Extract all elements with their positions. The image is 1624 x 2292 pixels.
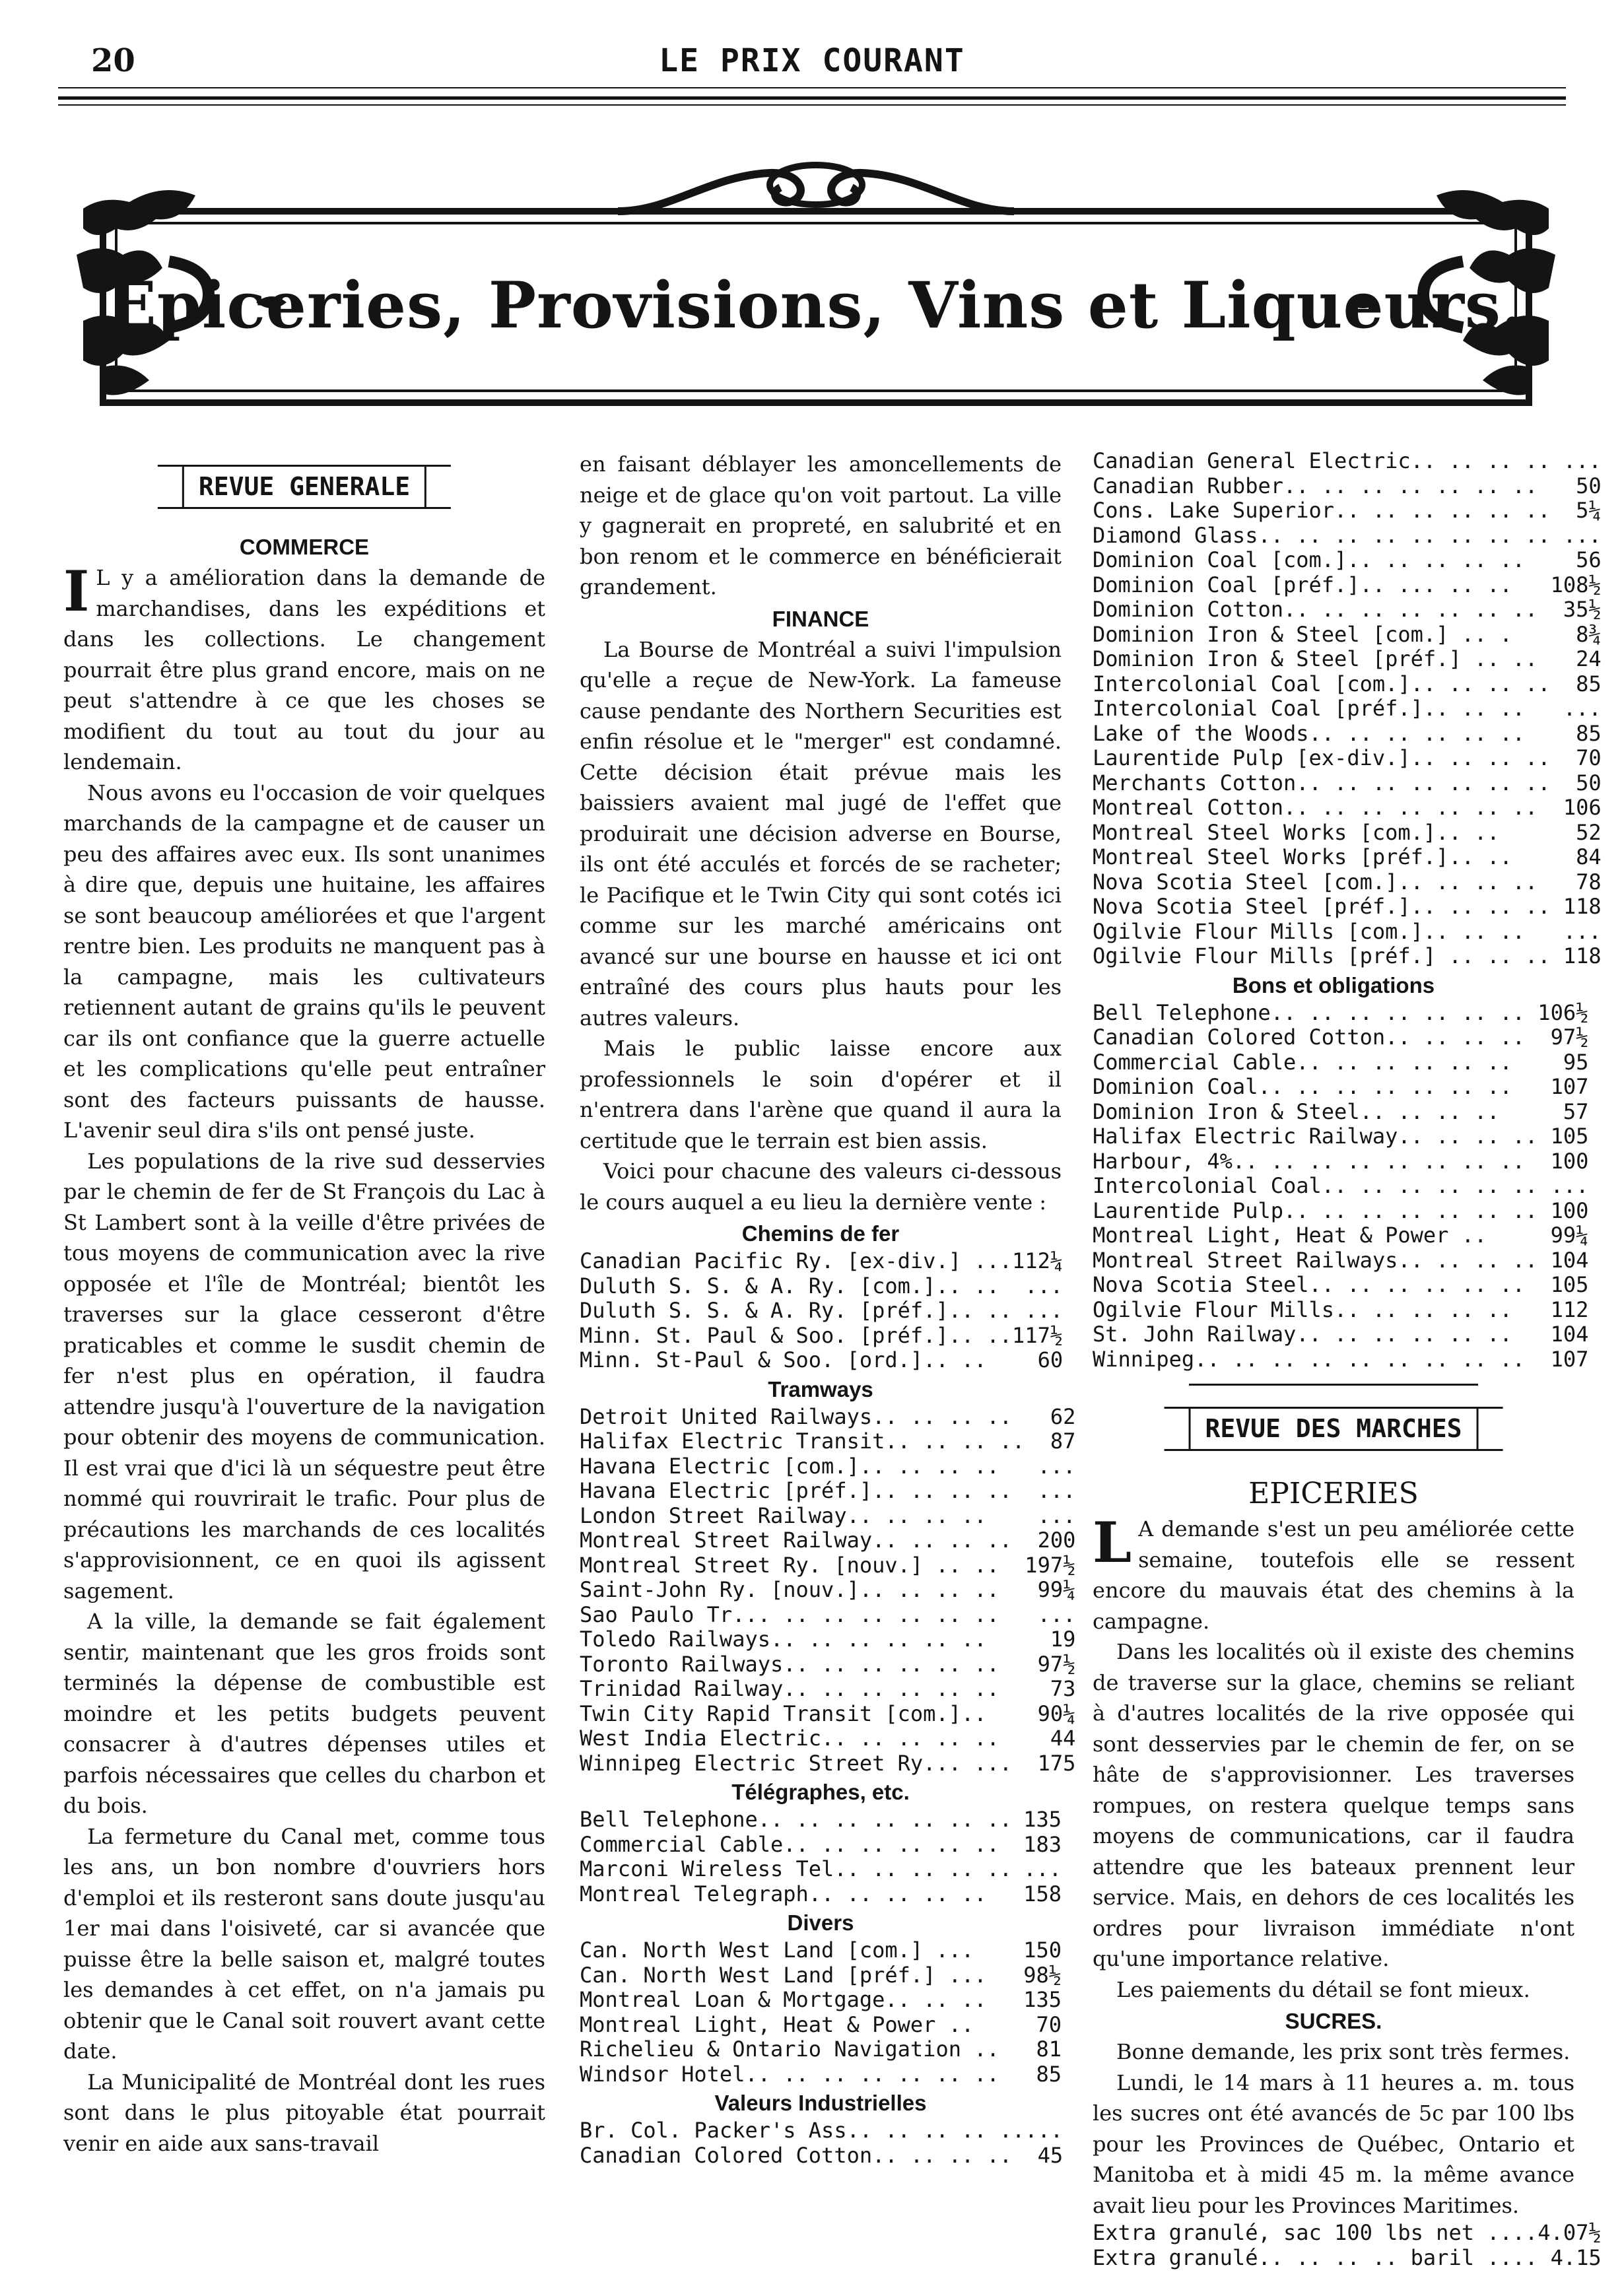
security-name: Dominion Coal.. .. .. .. .. .. ..: [1093, 1074, 1512, 1099]
quote-price: ...: [1025, 2118, 1064, 2143]
quote-price: 108½: [1550, 572, 1602, 597]
quote-row: [1093, 870, 1602, 895]
quote-row: [1093, 1298, 1588, 1323]
quote-price: 135: [1023, 1987, 1062, 2012]
quote-row: [1093, 672, 1602, 697]
quote-price: 50: [1576, 473, 1602, 498]
security-name: Canadian Colored Cotton.. .. .. ..: [580, 2142, 1013, 2168]
security-name: Saint-John Ry. [nouv.].. .. .. ..: [580, 1577, 999, 1602]
drop-cap-l: L: [1093, 1510, 1132, 1575]
quote-price: ...: [1025, 1298, 1064, 1323]
security-name: Ogilvie Flour Mills.. .. .. .. ..: [1093, 1297, 1512, 1322]
quote-price: 197½: [1025, 1552, 1076, 1578]
quote-row: [580, 1578, 1075, 1603]
quote-price: 100: [1550, 1148, 1589, 1174]
journal-title: LE PRIX COURANT: [659, 42, 965, 79]
section-banner: [77, 156, 1555, 409]
quote-price: 81: [1036, 2037, 1062, 2062]
security-name: Toronto Railways.. .. .. .. .. ..: [580, 1651, 999, 1677]
quote-price: ...: [1563, 522, 1602, 548]
quote-price: 85: [1576, 671, 1602, 696]
quote-price: 100: [1550, 1197, 1589, 1223]
quote-row: [580, 1405, 1075, 1430]
industrial-quotes-table: [1093, 449, 1602, 969]
quote-row: [1093, 746, 1602, 771]
quote-price: 135: [1023, 1807, 1062, 1832]
security-name: Cons. Lake Superior.. .. .. .. .. ..: [1093, 498, 1551, 523]
quote-group-table: [580, 1938, 1062, 2087]
quote-price: ...: [1037, 1502, 1076, 1528]
quote-price: 200: [1037, 1528, 1076, 1553]
quote-price: 5¼: [1576, 498, 1602, 523]
quote-group-table: [580, 2118, 1063, 2168]
quote-price: 107: [1550, 1346, 1589, 1372]
finance-heading: FINANCE: [772, 606, 869, 631]
quote-row: [1093, 696, 1602, 722]
security-name: Havana Electric [préf.].. .. .. ..: [580, 1478, 1013, 1503]
quote-price: 99¼: [1037, 1577, 1076, 1602]
quote-row: [1093, 1223, 1588, 1248]
section-divider: [1189, 1384, 1478, 1386]
finance-paragraph-2: Mais le public laisse encore aux professionnels le soin d'opérer et il n'entrera dans l'arène que quand il aura la certitude que le terrain est bien assis.: [580, 1036, 1062, 1153]
quote-group-heading: Chemins de fer: [741, 1221, 900, 1246]
quote-row: [580, 1857, 1062, 1882]
epiceries-paragraph-text: A demande s'est un peu améliorée cette semaine, toutefois elle se ressent encore du mauvais état des chemins à la campagne.: [1093, 1516, 1574, 1634]
column-finance: [580, 449, 1076, 2168]
finance-paragraph-1: La Bourse de Montréal a suivi l'impulsion qu'elle a reçue de New-York. La fameuse cause pendante des Northern Securities est enfin résolue et le "merger" est condamné. Cette décision était prévue mais les baissiers avaient mal jugé de l'effet que produirait une décision adverse en Bourse, ils ont été acculés et forcés de se racheter; le Pacifique et le Twin City qui sont cotés ici comme sur les marché américains ont avancé sur une bourse en hausse et ici ont entraîné des cours plus hauts pour les autres valeurs.: [580, 636, 1062, 1030]
quote-price: 44: [1050, 1726, 1076, 1751]
quote-row: [1093, 944, 1602, 969]
quote-price: 84: [1576, 844, 1602, 869]
security-name: Ogilvie Flour Mills [préf.] .. .. ..: [1093, 943, 1551, 968]
bonds-quotes-table: [1093, 1001, 1588, 1372]
quote-group-heading: Tramways: [768, 1376, 873, 1401]
quote-row: [580, 2062, 1062, 2087]
finance-paragraph-3: Voici pour chacune des valeurs ci-dessous le cours auquel a eu lieu la dernière vente :: [580, 1159, 1062, 1215]
quote-row: [1093, 2246, 1602, 2271]
quote-price: ...: [1037, 1453, 1076, 1479]
quote-row: [1093, 771, 1602, 796]
bonds-heading: Bons et obligations: [1232, 972, 1435, 997]
security-name: Montreal Street Ry. [nouv.] .. ..: [580, 1552, 999, 1578]
security-name: Diamond Glass.. .. .. .. .. .. .. ..: [1093, 522, 1551, 548]
quote-price: 87: [1050, 1429, 1076, 1454]
security-name: Dominion Iron & Steel [préf.] .. ..: [1093, 646, 1538, 671]
quote-row: [580, 1429, 1075, 1454]
security-name: Sao Paulo Tr... .. .. .. .. .. ..: [580, 1601, 999, 1627]
quote-row: [580, 2118, 1063, 2143]
quote-row: [1093, 548, 1602, 573]
quote-group-heading: Divers: [787, 1910, 854, 1935]
quote-price: ...: [1563, 448, 1602, 473]
quote-price: 78: [1576, 869, 1602, 894]
security-name: Montreal Steel Works [com.].. ..: [1093, 819, 1500, 845]
header-rule-double: [58, 96, 1566, 100]
quote-price: 45: [1037, 2142, 1064, 2168]
quote-price: 105: [1550, 1272, 1589, 1297]
commerce-paragraph-6: La Municipalité de Montréal dont les rues sont dans le plus pitoyable état pourrait venir en aide aux sans-travail: [63, 2069, 545, 2156]
security-name: Nova Scotia Steel [com.].. .. .. ..: [1093, 869, 1538, 894]
quote-price: 70: [1036, 2011, 1062, 2037]
security-name: Minn. St. Paul & Soo. [préf.].. ..: [580, 1322, 1013, 1348]
quote-row: [580, 1298, 1063, 1324]
quote-price: 107: [1550, 1074, 1589, 1099]
drop-cap: I: [63, 558, 90, 624]
quote-price: 24: [1576, 646, 1602, 671]
header-rule-thin: [58, 104, 1566, 106]
quote-row: [1093, 1050, 1588, 1075]
security-name: Montreal Street Railway.. .. .. ..: [580, 1528, 1013, 1553]
security-name: Lake of the Woods.. .. .. .. .. ..: [1093, 720, 1526, 746]
security-name: Detroit United Railways.. .. .. ..: [580, 1403, 1013, 1429]
quote-row: [1093, 474, 1602, 499]
security-name: Dominion Iron & Steel.. .. .. ..: [1093, 1098, 1500, 1124]
security-name: Laurentide Pulp [ex-div.].. .. .. ..: [1093, 745, 1551, 770]
quote-price: 57: [1563, 1098, 1589, 1124]
quote-row: [1093, 1174, 1588, 1199]
quote-price: 118: [1563, 943, 1602, 968]
security-name: Duluth S. S. & A. Ry. [com.].. ..: [580, 1273, 999, 1298]
security-name: Can. North West Land [préf.] ...: [580, 1962, 987, 1988]
quote-row: [1093, 1124, 1588, 1149]
quote-price: ...: [1023, 1856, 1062, 1881]
quote-price: 104: [1550, 1322, 1589, 1347]
commerce-paragraph-2: Nous avons eu l'occasion de voir quelques marchands de la campagne et de causer un peu des affaires avec eux. Ils sont unanimes à dire que, depuis une huitaine, les affaires se sont beaucoup améliorées et que l'argent rentre bien. Les produits ne manquent pas à la campagne, mais les cultivateurs retiennent autant de grains qu'ils le peuvent car ils ont confiance que la guerre actuelle et les complications qu'elle peut entraîner sont des facteurs puissants de hausse. L'avenir seul dira s'ils ont pensé juste.: [63, 780, 545, 1143]
quote-price: 95: [1563, 1049, 1589, 1075]
quote-row: [1093, 1149, 1588, 1174]
security-name: Montreal Light, Heat & Power ..: [580, 2011, 974, 2037]
quote-price: 70: [1576, 745, 1602, 770]
quote-row: [580, 1726, 1075, 1751]
quote-row: [580, 1652, 1075, 1677]
security-name: Halifax Electric Railway.. .. .. ..: [1093, 1124, 1538, 1149]
quote-price: 50: [1576, 770, 1602, 795]
quote-price: 8¾: [1576, 621, 1602, 647]
quote-row: [1093, 1025, 1588, 1050]
security-name: Montreal Steel Works [préf.].. ..: [1093, 844, 1512, 869]
quote-row: [1093, 1248, 1588, 1273]
quote-row: [1093, 449, 1602, 474]
security-name: Windsor Hotel.. .. .. .. .. .. ..: [580, 2061, 999, 2087]
revue-des-marches-title: REVUE DES MARCHES: [1189, 1407, 1479, 1451]
quote-row: [1093, 523, 1602, 549]
quote-price: 52: [1576, 819, 1602, 845]
security-name: Bell Telephone.. .. .. .. .. .. ..: [1093, 999, 1526, 1025]
quote-row: [1093, 1075, 1588, 1100]
quote-row: [1093, 920, 1602, 945]
security-name: Montreal Loan & Mortgage.. .. ..: [580, 1987, 987, 2012]
quote-row: [580, 1627, 1075, 1652]
security-name: Br. Col. Packer's Ass.. .. .. .. ..: [580, 2118, 1025, 2143]
quote-price: ...: [1025, 1273, 1064, 1298]
security-name: London Street Railway.. .. .. ..: [580, 1502, 987, 1528]
security-name: Winnipeg.. .. .. .. .. .. .. .. ..: [1093, 1346, 1526, 1372]
quote-price: 90¼: [1037, 1701, 1076, 1726]
quote-price: 150: [1023, 1938, 1062, 1963]
security-name: Harbour, 4%.. .. .. .. .. .. .. ..: [1093, 1148, 1526, 1174]
security-name: Nova Scotia Steel.. .. .. .. .. ..: [1093, 1272, 1526, 1297]
security-name: Intercolonial Coal.. .. .. .. .. ..: [1093, 1173, 1538, 1198]
security-name: Extra granulé, sac 100 lbs net ....: [1093, 2220, 1538, 2245]
quote-price: 98½: [1023, 1962, 1062, 1988]
quote-group-table: [580, 1405, 1075, 1776]
quote-price: 105: [1550, 1124, 1589, 1149]
sugar-prices-table: [1093, 2221, 1602, 2270]
quote-price: ...: [1037, 1601, 1076, 1627]
commerce-paragraph-text: L y a amélioration dans la demande de marchandises, dans les expéditions et dans les collections. Le changement pourrait être plus grand encore, mais on ne peut s'attendre à ce que les choses se modifient du tout au tout du jour au lendemain.: [63, 565, 545, 774]
quote-row: [580, 1348, 1063, 1373]
quote-row: [580, 2037, 1062, 2062]
security-name: Marconi Wireless Tel.. .. .. .. ..: [580, 1856, 1013, 1881]
commerce-heading: COMMERCE: [239, 535, 370, 559]
quote-row: [580, 1988, 1062, 2013]
quote-row: [580, 1324, 1063, 1349]
commerce-paragraph-5: La fermeture du Canal met, comme tous les ans, un bon nombre d'ouvriers hors d'emploi et ils resteront sans doute jusqu'au 1er mai dans l'oisiveté, car si avancée que puisse être la belle saison et, malgré toutes les demandes à cet effet, on n'a jamais pu obtenir que le Canal soit rouvert avant cette date.: [63, 1823, 545, 2064]
quote-row: [580, 1479, 1075, 1504]
quote-row: [1093, 1347, 1588, 1372]
quote-group-heading: Valeurs Industrielles: [714, 2091, 927, 2115]
quote-row: [1093, 845, 1602, 870]
quote-row: [1093, 597, 1602, 623]
quote-price: 104: [1550, 1247, 1589, 1273]
quote-row: [1093, 573, 1602, 598]
security-name: Intercolonial Coal [préf.].. .. ..: [1093, 696, 1526, 721]
quote-price: 117½: [1012, 1322, 1064, 1348]
epiceries-heading: EPICERIES: [1248, 1477, 1419, 1510]
security-name: Commercial Cable.. .. .. .. .. ..: [1093, 1049, 1512, 1075]
quote-row: [580, 1702, 1075, 1727]
quote-row: [1093, 821, 1602, 846]
quote-price: 106: [1563, 795, 1602, 820]
quote-price: 35½: [1563, 597, 1602, 622]
quote-row: [1093, 795, 1602, 821]
security-name: Dominion Coal [com.].. .. .. .. ..: [1093, 547, 1526, 572]
security-name: Ogilvie Flour Mills [com.].. .. ..: [1093, 918, 1526, 944]
quote-group-heading: Télégraphes, etc.: [731, 1780, 910, 1804]
commerce-paragraph-4: A la ville, la demande se fait également sentir, maintenant que les gros froids sont terminés la dépense de combustible est moindre et les petits budgets peuvent consacrer à d'autres dépenses utiles et parfois nécessaires que celles du charbon et du bois.: [63, 1609, 545, 1818]
commerce-paragraph-3: Les populations de la rive sud desservies par le chemin de fer de St François du Lac à St Lambert sont à la veille d'être privées de tous moyens de communication avec la rive opposée et l'île de Montréal; bientôt les traverses sur la glace cesseront d'être praticables et comme le susdit chemin de fer n'est plus en opération, il faudra attendre jusqu'à l'ouverture de la navigation pour obtenir des moyens de communication. Il est vrai que d'ici là un séquestre peut être nommé qui rouvrirait le trafic. Pour plus de précautions les marchands de ces localités s'approvisionnent, ce en quoi ils agissent sagement.: [63, 1148, 545, 1603]
quote-row: [1093, 2221, 1602, 2246]
quote-row: [580, 1603, 1075, 1628]
sucres-heading: SUCRES.: [1285, 2009, 1382, 2033]
column-revue-generale: [63, 449, 545, 2159]
revue-generale-header: [63, 452, 545, 524]
quote-row: [580, 1553, 1075, 1578]
security-name: Winnipeg Electric Street Ry... ...: [580, 1750, 1013, 1776]
security-name: Twin City Rapid Transit [com.]..: [580, 1701, 987, 1726]
security-name: Merchants Cotton.. .. .. .. .. .. ..: [1093, 770, 1551, 795]
quote-row: [1093, 647, 1602, 672]
quote-price: 85: [1036, 2061, 1062, 2087]
quote-price: 97½: [1037, 1651, 1076, 1677]
quote-price: 158: [1023, 1881, 1062, 1906]
security-name: Dominion Cotton.. .. .. .. .. .. ..: [1093, 597, 1538, 622]
security-name: Havana Electric [com.].. .. .. ..: [580, 1453, 999, 1479]
quote-price: 73: [1050, 1676, 1076, 1701]
quote-price: 112: [1550, 1297, 1589, 1322]
quote-price: 85: [1576, 720, 1602, 746]
quote-row: [580, 1528, 1075, 1553]
security-name: Canadian Colored Cotton.. .. .. ..: [1093, 1025, 1526, 1050]
quote-price: 99¼: [1550, 1223, 1589, 1248]
quote-price: 4.07½: [1538, 2220, 1602, 2245]
security-name: Trinidad Railway.. .. .. .. .. ..: [580, 1676, 999, 1701]
security-name: Dominion Iron & Steel [com.] .. .: [1093, 621, 1512, 647]
quote-price: ...: [1563, 918, 1602, 944]
security-name: Halifax Electric Transit.. .. .. ..: [580, 1429, 1025, 1454]
security-name: St. John Railway.. .. .. .. .. ..: [1093, 1322, 1512, 1347]
security-name: Extra granulé.. .. .. .. baril ....: [1093, 2244, 1538, 2270]
security-name: Canadian Rubber.. .. .. .. .. .. ..: [1093, 473, 1538, 498]
quote-row: [580, 1249, 1063, 1274]
epiceries-paragraph-2: Dans les localités où il existe des chemins de traverse sur la glace, chemins se reliant à d'autres localités de la rive opposée qui sont desservies par le chemin de fer, on se hâte de s'approvisionner. Les traverses rompues, on restera quelque temps sans moyens de communications, car il faudra attendre que les bateaux prennent leur service. Mais, en dehors de ces localités les ordres pour livraison immédiate n'ont qu'une importance relative.: [1093, 1639, 1574, 1971]
security-name: Laurentide Pulp.. .. .. .. .. .. ..: [1093, 1197, 1538, 1223]
quote-price: 19: [1050, 1627, 1076, 1652]
sucres-paragraph-1: Bonne demande, les prix sont très fermes.: [1116, 2039, 1571, 2064]
quote-row: [580, 2143, 1063, 2169]
security-name: Canadian General Electric.. .. .. ..: [1093, 448, 1551, 473]
revue-des-marches-header: [1093, 1394, 1574, 1466]
page-number: 20: [91, 42, 135, 79]
banner-title: Epiceries, Provisions, Vins et Liqueurs.: [108, 268, 1524, 343]
quote-row: [580, 1504, 1075, 1529]
commerce-paragraph-1: [63, 558, 545, 778]
security-name: Toledo Railways.. .. .. .. .. ..: [580, 1627, 987, 1652]
quote-price: 60: [1037, 1347, 1064, 1372]
security-name: Nova Scotia Steel [préf.].. .. .. ..: [1093, 894, 1551, 919]
security-name: Montreal Light, Heat & Power ..: [1093, 1223, 1487, 1248]
quote-row: [1093, 1100, 1588, 1125]
quote-group-table: [580, 1807, 1062, 1906]
quote-price: 56: [1576, 547, 1602, 572]
sucres-paragraph-2: Lundi, le 14 mars à 11 heures a. m. tous les sucres ont été avancés de 5c par 100 lbs pour les Provinces de Québec, Ontario et Manitoba et à midi 45 m. la même avance avait lieu pour les Provinces Maritimes.: [1093, 2070, 1574, 2218]
security-name: Bell Telephone.. .. .. .. .. .. ..: [580, 1807, 1013, 1832]
quote-price: ...: [1550, 1173, 1589, 1198]
quote-row: [580, 1807, 1062, 1833]
quote-row: [1093, 1001, 1588, 1026]
security-name: West India Electric.. .. .. .. ..: [580, 1726, 999, 1751]
quote-price: 62: [1050, 1403, 1076, 1429]
quote-row: [580, 1677, 1075, 1702]
quote-row: [1093, 1322, 1588, 1347]
quote-price: 4.15: [1550, 2244, 1602, 2270]
quote-row: [1093, 722, 1602, 747]
quote-row: [1093, 623, 1602, 648]
quote-row: [580, 1938, 1062, 1963]
quote-price: 97½: [1550, 1025, 1589, 1050]
epiceries-paragraph-3: Les paiements du détail se font mieux.: [1116, 1976, 1530, 2002]
quote-row: [580, 1751, 1075, 1776]
revue-generale-title: REVUE GENERALE: [182, 465, 426, 509]
stock-quote-groups: [580, 1220, 1076, 2168]
epiceries-paragraph-1: [1093, 1510, 1574, 1636]
quote-row: [580, 1963, 1062, 1988]
quote-row: [580, 2013, 1062, 2038]
continued-paragraph: en faisant déblayer les amoncellements de neige et de glace qu'on voit partout. La ville y gagnerait en propreté, en salubrité et en bon renom et le commerce en bénéficierait grandement.: [580, 452, 1062, 599]
column-quotes-and-markets: [1093, 448, 1602, 2270]
quote-price: ...: [1037, 1478, 1076, 1503]
security-name: Richelieu & Ontario Navigation ..: [580, 2037, 999, 2062]
quote-price: 175: [1037, 1750, 1076, 1776]
security-name: Duluth S. S. & A. Ry. [préf.].. ..: [580, 1298, 1013, 1323]
quote-row: [580, 1274, 1063, 1299]
security-name: Can. North West Land [com.] ...: [580, 1938, 974, 1963]
security-name: Dominion Coal [préf.].. ... .. ..: [1093, 572, 1512, 597]
quote-price: 118: [1563, 894, 1602, 919]
quote-row: [1093, 894, 1602, 920]
quote-row: [1093, 1273, 1588, 1298]
security-name: Montreal Cotton.. .. .. .. .. .. ..: [1093, 795, 1538, 820]
header-rule: [58, 87, 1566, 88]
quote-price: 112¼: [1012, 1248, 1064, 1273]
quote-price: 183: [1023, 1831, 1062, 1857]
quote-row: [1093, 1199, 1588, 1224]
quote-row: [1093, 498, 1602, 523]
quote-group-table: [580, 1249, 1063, 1373]
quote-row: [580, 1833, 1062, 1858]
security-name: Canadian Pacific Ry. [ex-div.] ...: [580, 1248, 1013, 1273]
security-name: Montreal Telegraph.. .. .. .. ..: [580, 1881, 987, 1906]
page-header: [59, 42, 1565, 82]
security-name: Intercolonial Coal [com.].. .. .. ..: [1093, 671, 1551, 696]
quote-row: [580, 1882, 1062, 1907]
quote-price: ...: [1563, 696, 1602, 721]
quote-row: [580, 1454, 1075, 1479]
security-name: Commercial Cable.. .. .. .. .. ..: [580, 1831, 999, 1857]
security-name: Montreal Street Railways.. .. .. ..: [1093, 1247, 1538, 1273]
quote-price: 106½: [1538, 999, 1589, 1025]
security-name: Minn. St-Paul & Soo. [ord.].. ..: [580, 1347, 987, 1372]
